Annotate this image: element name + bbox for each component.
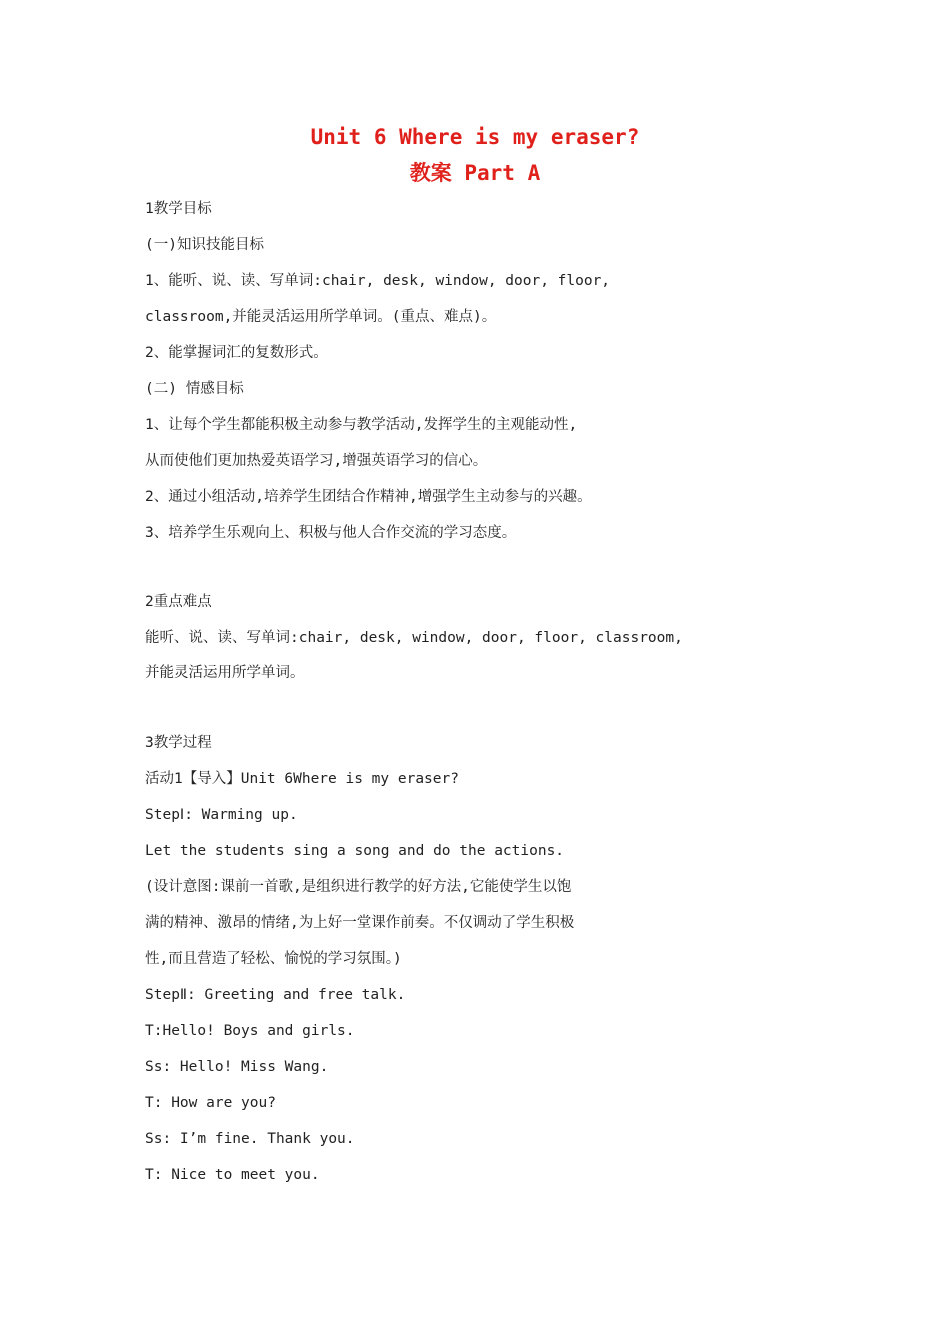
dialogue-line: T:Hello! Boys and girls. — [145, 1023, 355, 1039]
subheading-emotional-goals: (二) 情感目标 — [145, 381, 244, 397]
section-heading-key-points: 2重点难点 — [145, 594, 212, 610]
section-heading-process: 3教学过程 — [145, 735, 212, 751]
paragraph-line: 2、通过小组活动,培养学生团结合作精神,增强学生主动参与的兴趣。 — [145, 489, 592, 505]
paragraph-line: 满的精神、激昂的情绪,为上好一堂课作前奏。不仅调动了学生积极 — [145, 915, 575, 931]
paragraph-line: 1、让每个学生都能积极主动参与教学活动,发挥学生的主观能动性, — [145, 417, 578, 433]
dialogue-line: T: How are you? — [145, 1095, 276, 1111]
paragraph-line: classroom,并能灵活运用所学单词。(重点、难点)。 — [145, 309, 497, 325]
paragraph-line: Let the students sing a song and do the actions. — [145, 843, 565, 859]
document-subtitle: 教案 Part A — [409, 161, 541, 185]
paragraph-line: 并能灵活运用所学单词。 — [145, 665, 305, 681]
activity-heading: 活动1【导入】Unit 6Where is my eraser? — [145, 771, 459, 787]
subheading-knowledge-goals: (一)知识技能目标 — [145, 237, 264, 253]
paragraph-line: (设计意图:课前一首歌,是组织进行教学的好方法,它能使学生以饱 — [145, 879, 572, 895]
document-title: Unit 6 Where is my eraser? — [310, 125, 640, 149]
paragraph-line: 3、培养学生乐观向上、积极与他人合作交流的学习态度。 — [145, 525, 517, 541]
paragraph-line: 1、能听、说、读、写单词:chair, desk, window, door, floor, — [145, 273, 611, 289]
dialogue-line: T: Nice to meet you. — [145, 1167, 320, 1183]
step-heading: StepⅠ: Warming up. — [145, 807, 298, 823]
paragraph-line: 性,而且营造了轻松、愉悦的学习氛围。) — [145, 951, 402, 967]
step-heading: StepⅡ: Greeting and free talk. — [145, 987, 406, 1003]
paragraph-line: 2、能掌握词汇的复数形式。 — [145, 345, 328, 361]
dialogue-line: Ss: Hello! Miss Wang. — [145, 1059, 329, 1075]
section-heading-objectives: 1教学目标 — [145, 201, 212, 217]
paragraph-line: 从而使他们更加热爱英语学习,增强英语学习的信心。 — [145, 453, 488, 469]
dialogue-line: Ss: I’m fine. Thank you. — [145, 1131, 355, 1147]
paragraph-line: 能听、说、读、写单词:chair, desk, window, door, floor, classroom, — [145, 630, 683, 646]
